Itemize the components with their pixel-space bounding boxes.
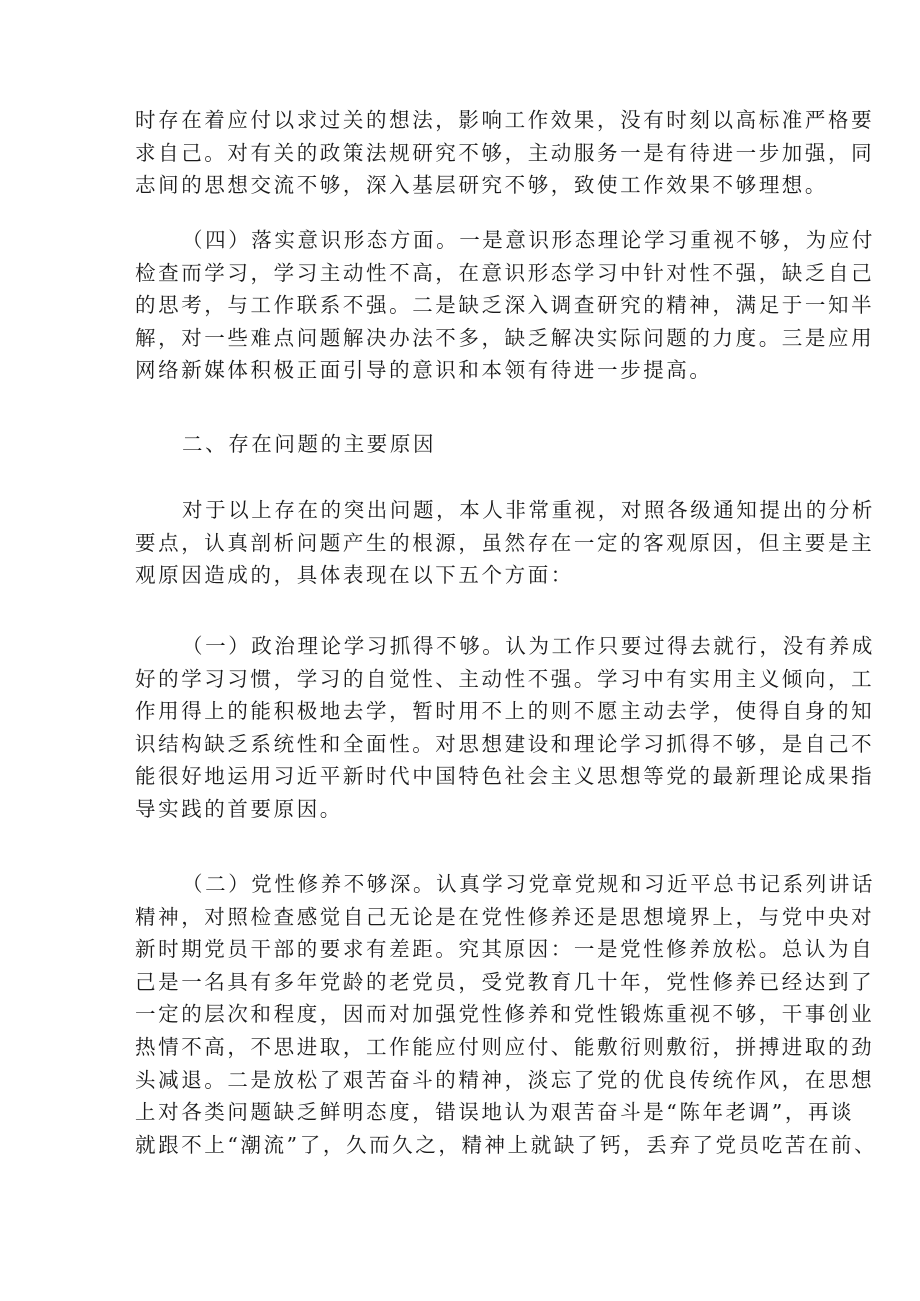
text-line: （四）落实意识形态方面。一是意识形态理论学习重视不够，为应付	[182, 228, 875, 252]
text-line: （一）政治理论学习抓得不够。认为工作只要过得去就行，没有养成	[182, 634, 875, 658]
text-line: 要点，认真剖析问题产生的根源，虽然存在一定的客观原因，但主要是主	[135, 530, 875, 555]
paragraph-ideology	[135, 224, 875, 387]
text-line: 识结构缺乏系统性和全面性。对思想建设和理论学习抓得不够，是自己不	[135, 731, 875, 756]
text-line: 上对各类问题缺乏鲜明态度，错误地认为艰苦奋斗是“陈年老调”，再谈	[135, 1100, 855, 1125]
text-line: 精神，对照检查感觉自己无论是在党性修养还是思想境界上，与党中央对	[135, 904, 875, 929]
text-line: 就跟不上“潮流”了，久而久之，精神上就缺了钙，丢弃了党员吃苦在前、	[135, 1132, 878, 1157]
paragraph-political-theory	[135, 630, 875, 826]
text-line: 时存在着应付以求过关的想法，影响工作效果，没有时刻以高标准严格要	[135, 108, 875, 132]
text-line: 一定的层次和程度，因而对加强党性修养和党性锻炼重视不够，干事创业	[135, 1002, 875, 1027]
text-line: 好的学习习惯，学习的自觉性、主动性不强。学习中有实用主义倾向，工	[135, 666, 875, 691]
text-line: （二）党性修养不够深。认真学习党章党规和习近平总书记系列讲话	[182, 872, 875, 896]
paragraph-party-spirit	[135, 868, 878, 1161]
text-line: 对于以上存在的突出问题，本人非常重视，对照各级通知提出的分析	[182, 498, 875, 522]
text-line: 导实践的首要原因。	[135, 796, 343, 821]
text-line: 新时期党员干部的要求有差距。究其原因：一是党性修养放松。总认为自	[135, 937, 875, 962]
text-line: 作用得上的能积极地去学，暂时用不上的则不愿主动去学，使得自身的知	[135, 699, 875, 724]
heading-text: 二、存在问题的主要原因	[182, 432, 437, 456]
text-line: 解，对一些难点问题解决办法不多，缺乏解决实际问题的力度。三是应用	[135, 325, 875, 350]
text-line: 网络新媒体积极正面引导的意识和本领有待进一步提高。	[135, 358, 713, 383]
text-line: 己是一名具有多年党龄的老党员，受党教育几十年，党性修养已经达到了	[135, 969, 875, 994]
text-line: 头减退。二是放松了艰苦奋斗的精神，淡忘了党的优良传统作风，在思想	[135, 1067, 875, 1092]
text-line: 热情不高，不思进取，工作能应付则应付、能敷衍则敷衍，拼搏进取的劲	[135, 1034, 875, 1059]
text-line: 观原因造成的，具体表现在以下五个方面：	[135, 563, 574, 588]
paragraph-intro	[135, 494, 875, 592]
text-line: 的思考，与工作联系不强。二是缺乏深入调查研究的精神，满足于一知半	[135, 293, 875, 318]
text-line: 检查而学习，学习主动性不高，在意识形态学习中针对性不强，缺乏自己	[135, 260, 875, 285]
text-line: 志间的思想交流不够，深入基层研究不够，致使工作效果不够理想。	[135, 173, 828, 198]
text-line: 求自己。对有关的政策法规研究不够，主动服务一是有待进一步加强，同	[135, 140, 875, 165]
paragraph-continuation	[135, 104, 875, 202]
section-heading	[182, 428, 436, 461]
text-line: 能很好地运用习近平新时代中国特色社会主义思想等党的最新理论成果指	[135, 764, 875, 789]
